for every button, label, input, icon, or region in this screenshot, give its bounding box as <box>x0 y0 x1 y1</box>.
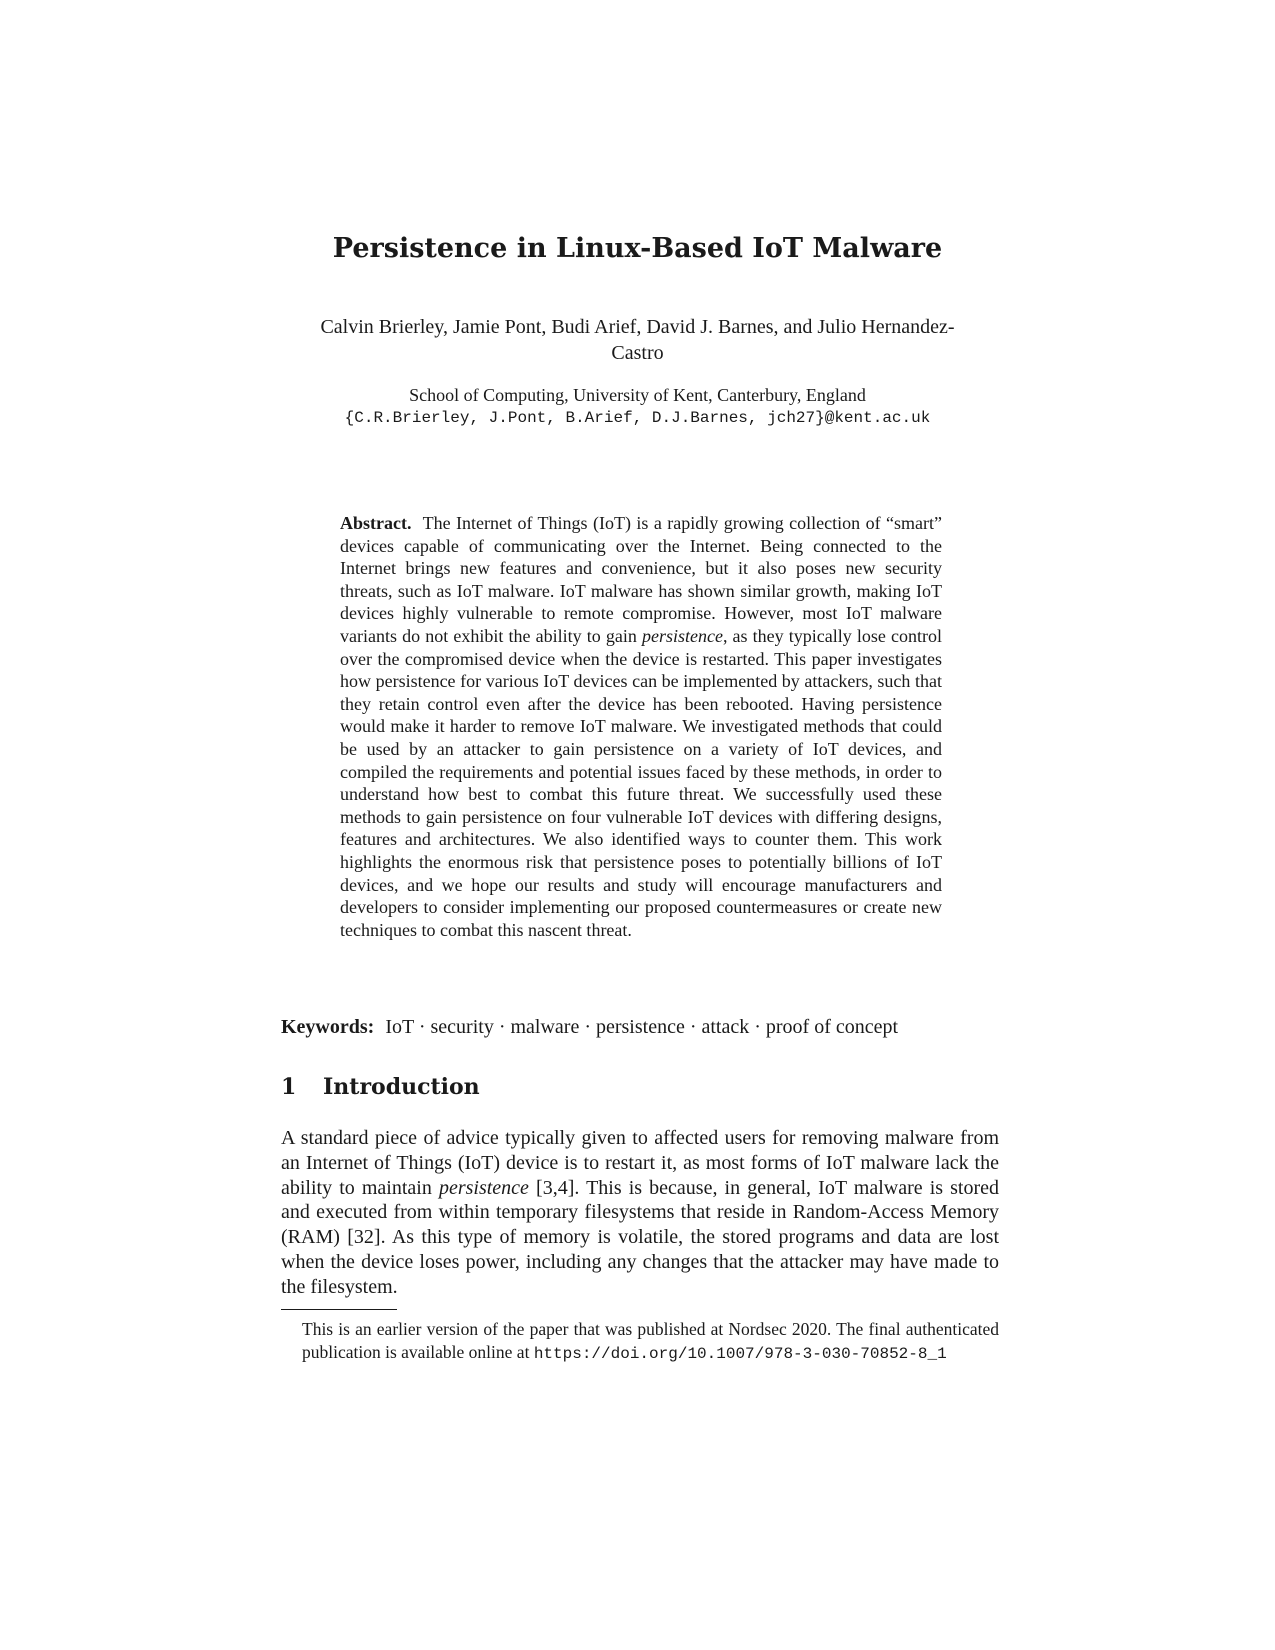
abstract-text-start: The Internet of Things (IoT) is a rapidly growing collection of “smart” devices capable of communicating over the Internet. Being connected to the Internet brings new features and convenience, but it also poses new security threats, such as IoT malware. IoT malware has shown similar growth, making IoT devices highly vulnerable to remote compromise. However, most IoT malware variants do not exhibit the ability to gain <box>340 513 942 646</box>
affiliation: School of Computing, University of Kent, Canterbury, England <box>409 385 866 405</box>
abstract-label: Abstract. <box>340 513 412 533</box>
paper-title: Persistence in Linux-Based IoT Malware <box>332 233 943 264</box>
introduction-paragraph <box>281 1126 999 1300</box>
intro-text-start: A standard piece of advice typically given to affected users for removing malware from an Internet of Things (IoT) device is to restart it, as most forms of IoT malware lack the ability to maintain <box>281 1127 999 1199</box>
abstract-text-end: , as they typically lose control over the compromised device when the device is restarted. This paper investigates how persistence for various IoT devices can be implemented by attackers, such that they retain control even after the device has been rebooted. Having persistence would make it harder to remove IoT malware. We investigated methods that could be used by an attacker to gain persistence on a variety of IoT devices, and compiled the requirements and potential issues faced by these methods, in order to understand how best to combat this future threat. We successfully used these methods to gain persistence on four vulnerable IoT devices with differing designs, features and architectures. We also identified ways to counter them. This work highlights the enormous risk that persistence poses to potentially billions of IoT devices, and we hope our results and study will encourage manufacturers and developers to consider implementing our proposed countermeasures or create new techniques to combat this nascent threat. <box>340 625 943 940</box>
keywords-label: Keywords: <box>281 1016 375 1038</box>
author-list: Calvin Brierley, Jamie Pont, Budi Arief, David J. Barnes, and Julio Hernandez-Castro <box>320 316 955 364</box>
intro-text-end: [3,4]. This is because, in general, IoT malware is stored and executed from within temporary filesystems that reside in Random-Access Memory (RAM) [32]. As this type of memory is volatile, the stored programs and data are lost when the device loses power, including any changes that the attacker may have made to the filesystem. <box>281 1176 1000 1298</box>
keywords <box>281 1014 1001 1040</box>
section-heading <box>281 1072 480 1102</box>
abstract <box>340 512 942 941</box>
author-emails: {C.R.Brierley, J.Pont, B.Arief, D.J.Barnes, jch27}@kent.ac.uk <box>344 409 931 427</box>
section-title: Introduction <box>323 1074 480 1100</box>
footnote <box>302 1318 999 1366</box>
intro-emphasis: persistence <box>438 1176 529 1199</box>
footnote-doi-link[interactable]: https://doi.org/10.1007/978-3-030-70852-8_1 <box>533 1345 947 1363</box>
abstract-emphasis: persistence <box>641 625 723 646</box>
footnote-text: This is an earlier version of the paper that was published at Nordsec 2020. The final authenticated publication is available online at <box>302 1319 999 1362</box>
keywords-text: IoT · security · malware · persistence · attack · proof of concept <box>385 1016 899 1038</box>
footnote-divider <box>281 1309 397 1310</box>
section-number: 1 <box>281 1074 297 1100</box>
